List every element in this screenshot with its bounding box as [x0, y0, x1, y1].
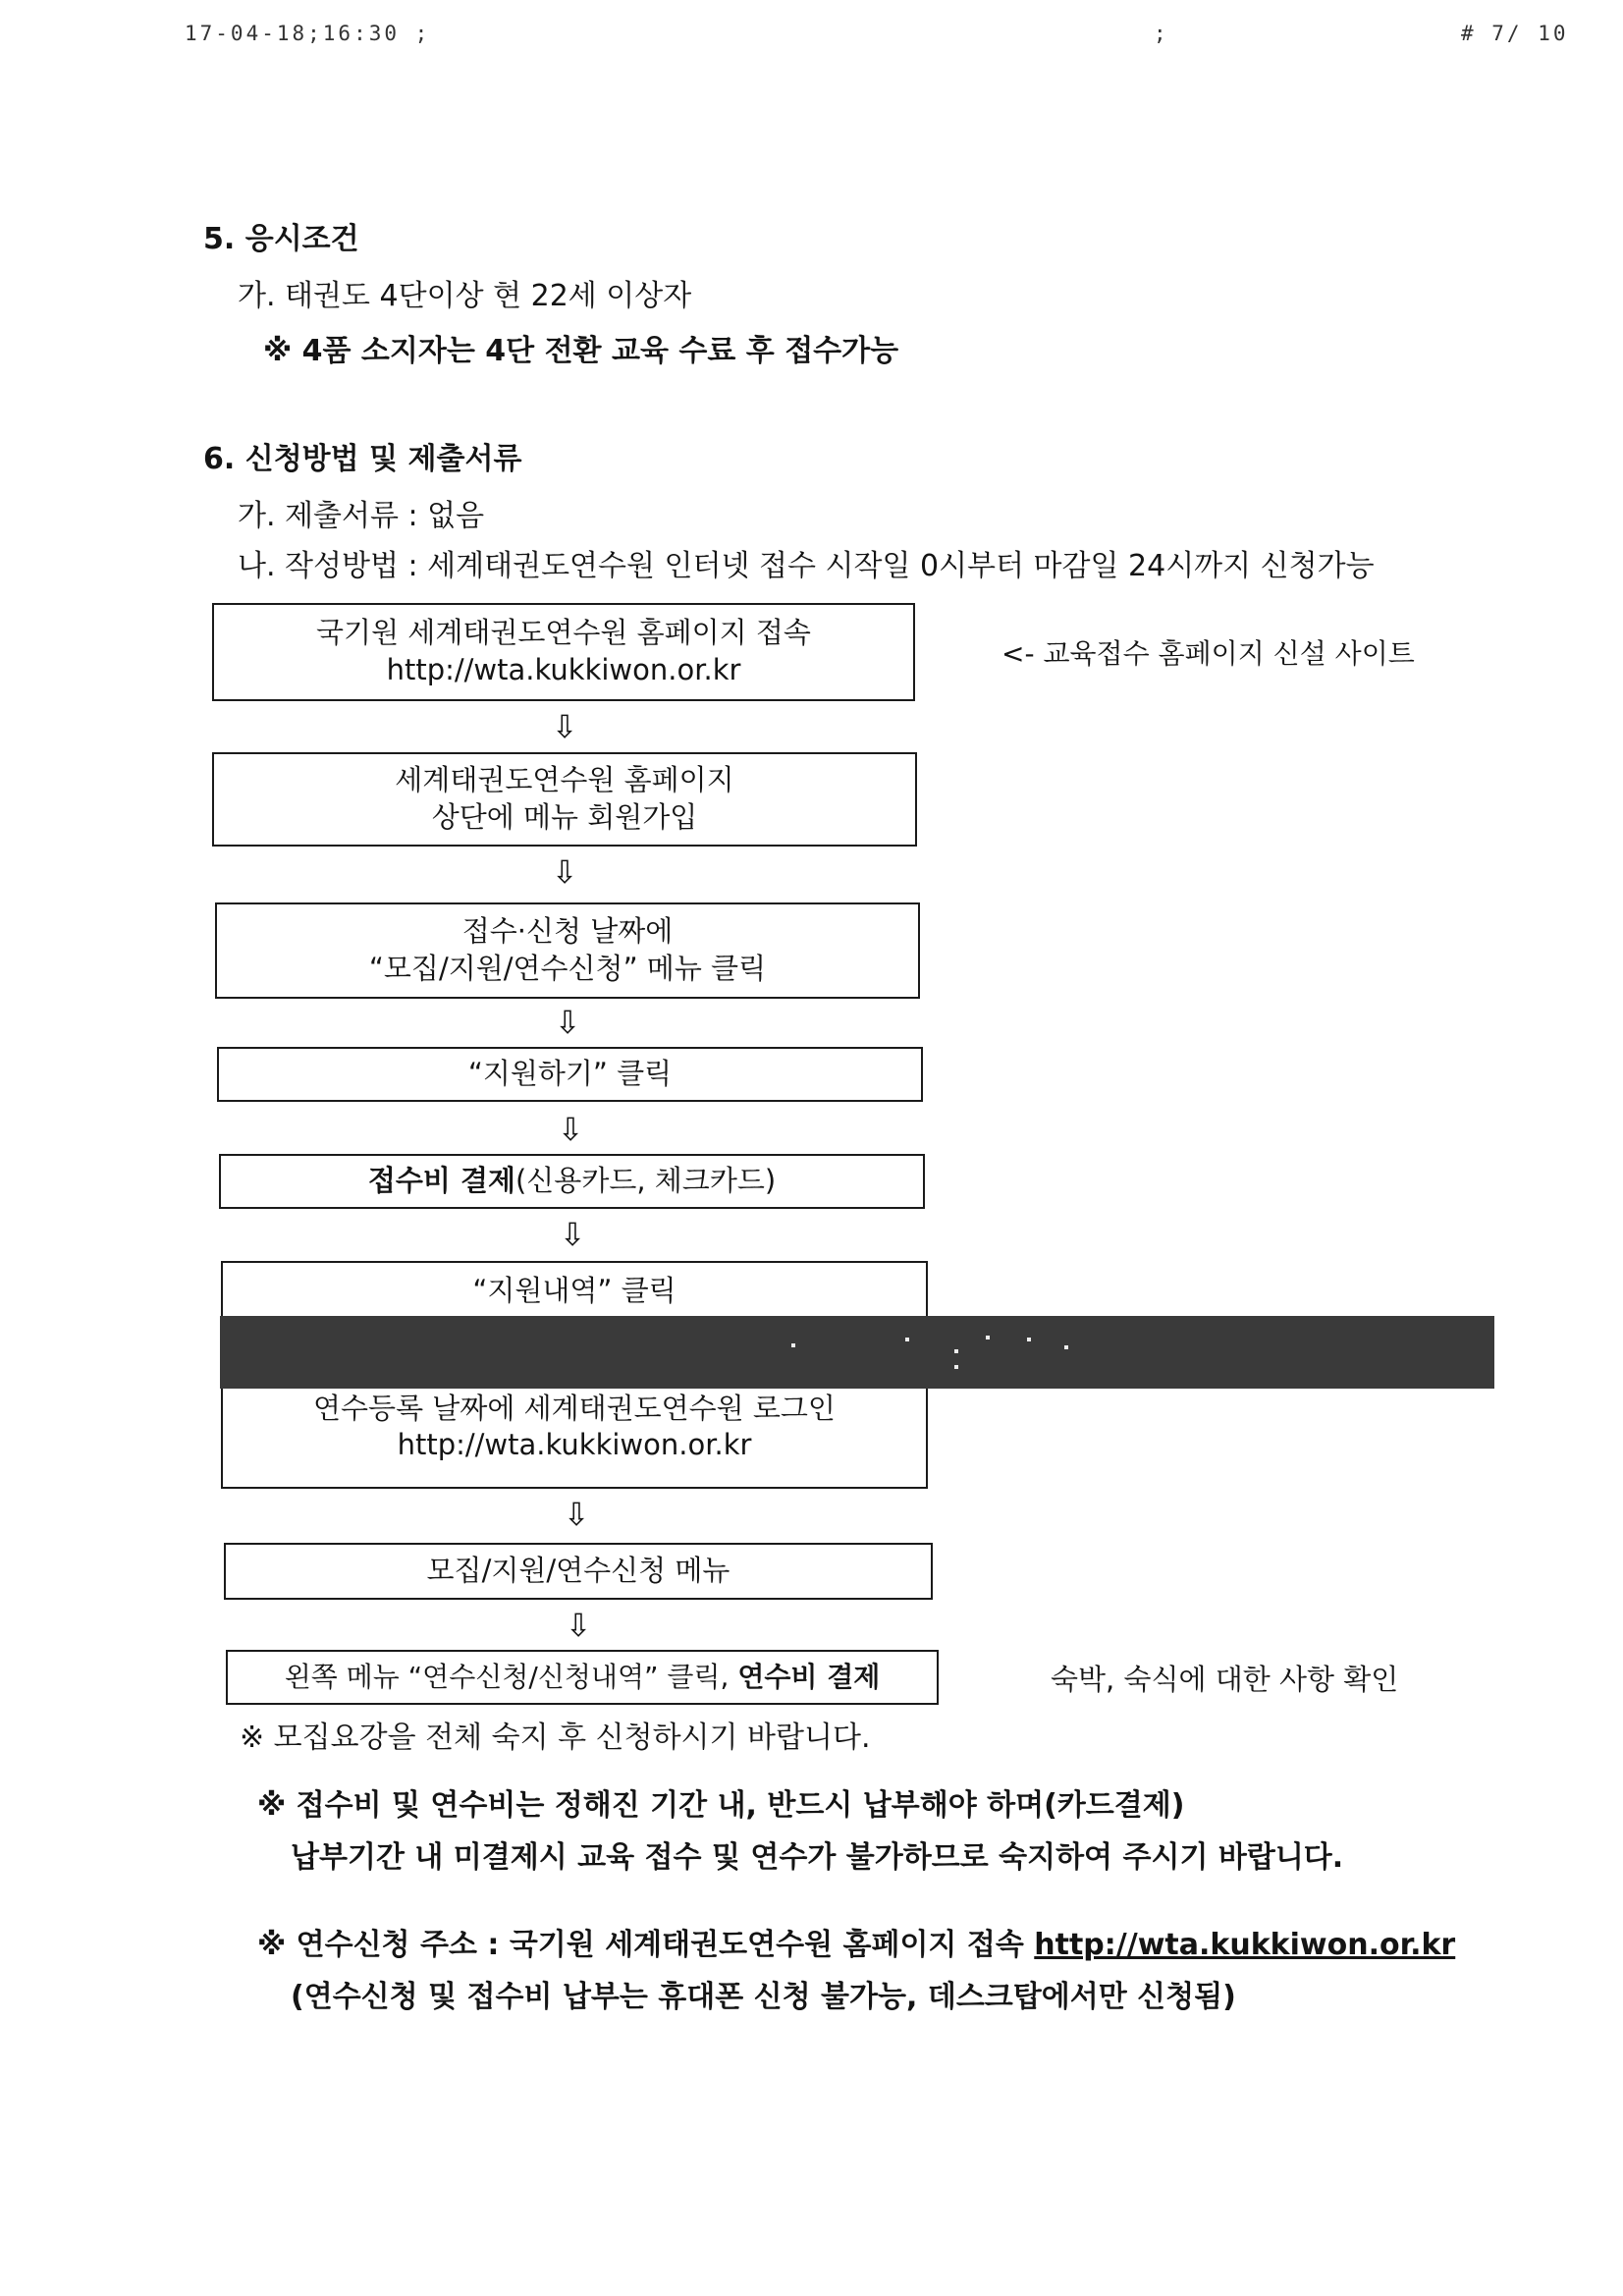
flow-step-5-rest: (신용카드, 체크카드) — [514, 1164, 777, 1198]
down-arrow-icon: ⇩ — [551, 853, 578, 891]
note-3-line2: (연수신청 및 접수비 납부는 휴대폰 신청 불가능, 데스크탑에서만 신청됨) — [291, 1980, 1236, 2014]
section6-item-b: 나. 작성방법 : 세계태권도연수원 인터넷 접수 시작일 0시부터 마감일 24시까지 신청가능 — [238, 549, 1375, 583]
note-3-prefix: ※ 연수신청 주소 : 국기원 세계태권도연수원 홈페이지 접속 — [257, 1928, 1035, 1962]
flow-step-9-side-note: 숙박, 숙식에 대한 사항 확인 — [1051, 1663, 1399, 1696]
flow-step-2 — [212, 752, 917, 847]
down-arrow-icon: ⇩ — [551, 708, 578, 745]
flow-step-9-label — [285, 1660, 881, 1695]
flow-step-3-line1: 접수·신청 날짜에 — [461, 914, 674, 949]
note-2-line1: ※ 접수비 및 연수비는 정해진 기간 내, 반드시 납부해야 하며(카드결제) — [257, 1788, 1185, 1823]
fax-separator: ; — [1154, 22, 1169, 45]
down-arrow-icon: ⇩ — [554, 1004, 581, 1041]
scan-noise — [954, 1349, 958, 1353]
scan-noise — [791, 1343, 795, 1347]
section5-title: 5. 응시조건 — [203, 222, 359, 256]
flow-step-3-line2: “모집/지원/연수신청” 메뉴 클릭 — [368, 952, 767, 985]
flow-step-9-bold: 연수비 결제 — [737, 1660, 881, 1693]
flow-step-8 — [224, 1543, 933, 1600]
flow-step-5-bold: 접수비 결제 — [367, 1164, 515, 1198]
flow-step-2-line1: 세계태권도연수원 홈페이지 — [395, 763, 734, 797]
down-arrow-icon: ⇩ — [563, 1496, 590, 1533]
flow-step-9 — [226, 1650, 939, 1705]
scan-noise — [954, 1365, 958, 1369]
section5-item-a: 가. 태권도 4단이상 현 22세 이상자 — [238, 279, 692, 313]
redaction-bar — [220, 1316, 1494, 1389]
flow-step-1-title: 국기원 세계태권도연수원 홈페이지 접속 — [316, 616, 811, 650]
section6-title: 6. 신청방법 및 제출서류 — [203, 442, 522, 476]
fax-page-number: # 7/ 10 — [1461, 22, 1569, 45]
flow-step-3 — [215, 902, 920, 999]
flow-step-8-label: 모집/지원/연수신청 메뉴 — [426, 1554, 730, 1588]
note-1: ※ 모집요강을 전체 숙지 후 신청하시기 바랍니다. — [240, 1721, 871, 1755]
flow-step-1 — [212, 603, 915, 701]
flow-step-5-label — [368, 1163, 776, 1200]
scan-noise — [986, 1336, 990, 1339]
flow-step-4-label: “지원하기” 클릭 — [467, 1057, 673, 1091]
flow-step-7-line1: 연수등록 날짜에 세계태권도연수원 로그인 — [313, 1391, 836, 1425]
section6-item-a: 가. 제출서류 : 없음 — [238, 499, 485, 533]
flow-step-2-line2: 상단에 메뉴 회원가입 — [431, 800, 698, 834]
scan-noise — [905, 1338, 909, 1341]
note-2-line2: 납부기간 내 미결제시 교육 접수 및 연수가 불가하므로 숙지하여 주시기 바랍니다. — [291, 1840, 1344, 1875]
flow-step-6-label: “지원내역” 클릭 — [472, 1274, 676, 1307]
note-3-line1 — [257, 1920, 1455, 1963]
scan-noise — [1064, 1345, 1068, 1349]
wta-site-link[interactable]: http://wta.kukkiwon.or.kr — [1034, 1928, 1456, 1962]
flow-step-5 — [219, 1154, 925, 1209]
flow-step-4 — [217, 1047, 923, 1102]
section5-note: ※ 4품 소지자는 4단 전환 교육 수료 후 접수가능 — [263, 334, 899, 368]
flow-step-1-url: http://wta.kukkiwon.or.kr — [386, 653, 741, 686]
down-arrow-icon: ⇩ — [557, 1111, 584, 1148]
down-arrow-icon: ⇩ — [559, 1216, 586, 1253]
flow-step-7-url: http://wta.kukkiwon.or.kr — [397, 1428, 752, 1462]
fax-datetime: 17-04-18;16:30 ; — [185, 22, 431, 45]
down-arrow-icon: ⇩ — [565, 1607, 592, 1644]
flow-step-9-text: 왼쪽 메뉴 “연수신청/신청내역” 클릭, — [284, 1660, 738, 1693]
scan-noise — [1027, 1338, 1031, 1341]
flow-step-1-side-note: <- 교육접수 홈페이지 신설 사이트 — [1001, 637, 1415, 670]
